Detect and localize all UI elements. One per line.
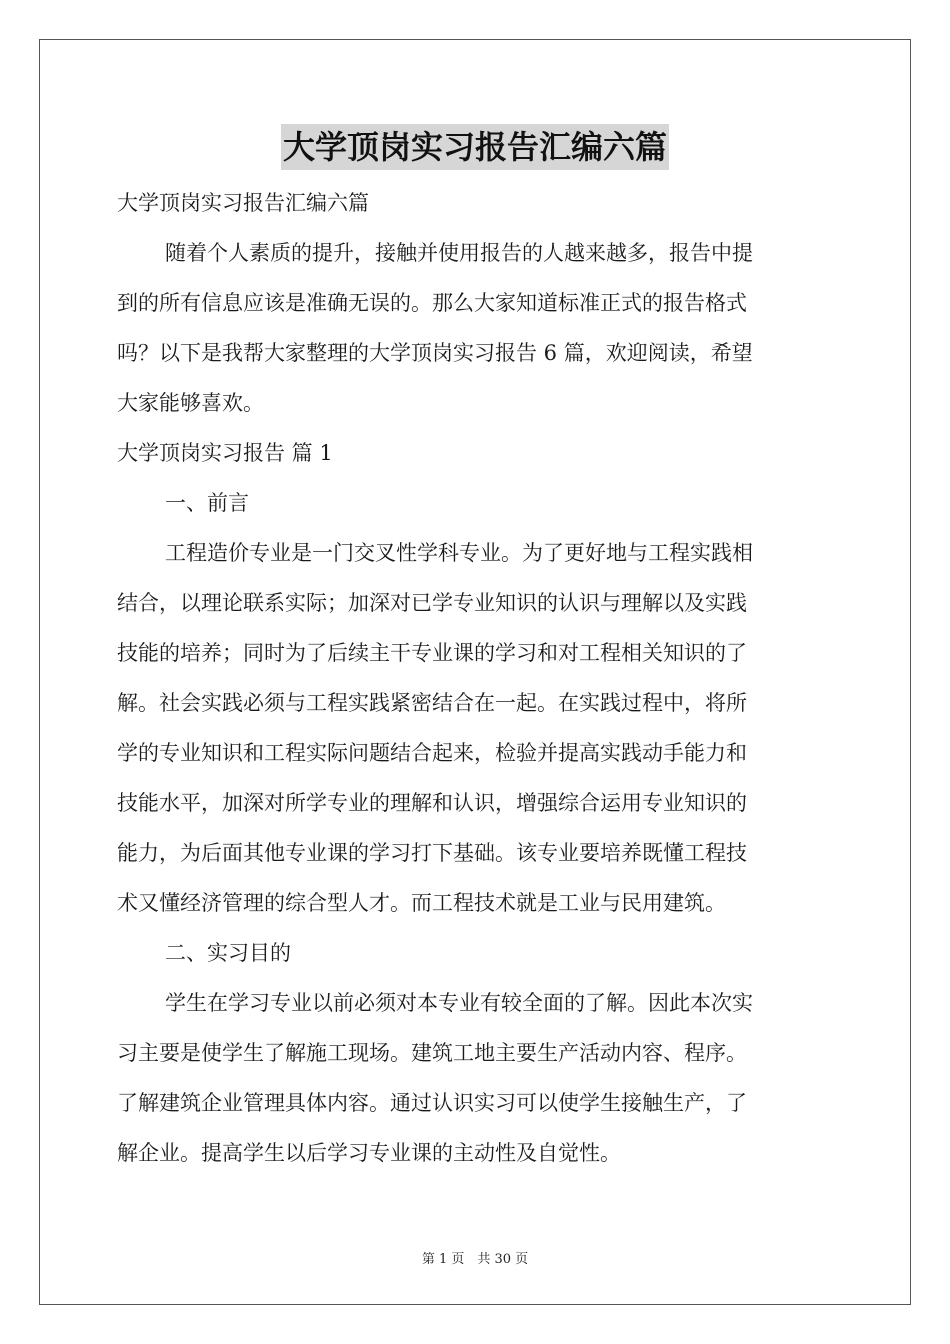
- text-line: 到的所有信息应该是准确无误的。那么大家知道标准正式的报告格式: [117, 291, 747, 315]
- text-line: 能力，为后面其他专业课的学习打下基础。该专业要培养既懂工程技: [117, 841, 747, 865]
- text-line: 解。社会实践必须与工程实践紧密结合在一起。在实践过程中，将所: [117, 691, 747, 715]
- document-body: [117, 178, 835, 1178]
- text-line: 二、实习目的: [165, 941, 291, 965]
- text-line: 工程造价专业是一门交叉性学科专业。为了更好地与工程实践相: [165, 541, 753, 565]
- text-line: 随着个人素质的提升，接触并使用报告的人越来越多，报告中提: [165, 241, 753, 265]
- text-line: 技能的培养；同时为了后续主干专业课的学习和对工程相关知识的了: [117, 641, 747, 665]
- text-line: 学的专业知识和工程实际问题结合起来，检验并提高实践动手能力和: [117, 741, 747, 765]
- document-title: 大学顶岗实习报告汇编六篇: [281, 124, 669, 170]
- text-line: 术又懂经济管理的综合型人才。而工程技术就是工业与民用建筑。: [117, 891, 726, 915]
- text-line: 大学顶岗实习报告汇编六篇: [117, 191, 369, 215]
- text-line: 解企业。提高学生以后学习专业课的主动性及自觉性。: [117, 1141, 621, 1165]
- text-line: 技能水平，加深对所学专业的理解和认识，增强综合运用专业知识的: [117, 791, 747, 815]
- text-line: 大学顶岗实习报告 篇 1: [117, 441, 333, 465]
- text-line: 学生在学习专业以前必须对本专业有较全面的了解。因此本次实: [165, 991, 753, 1015]
- text-line: 一、前言: [165, 491, 249, 515]
- text-line: 结合，以理论联系实际；加深对已学专业知识的认识与理解以及实践: [117, 591, 747, 615]
- title-container: [0, 124, 950, 170]
- text-line: 大家能够喜欢。: [117, 391, 264, 415]
- text-line: 了解建筑企业管理具体内容。通过认识实习可以使学生接触生产，了: [117, 1091, 747, 1115]
- text-line: 吗？以下是我帮大家整理的大学顶岗实习报告 6 篇，欢迎阅读，希望: [117, 341, 753, 365]
- page-footer: 第 1 页 共 30 页: [421, 1252, 529, 1267]
- text-line: 习主要是使学生了解施工现场。建筑工地主要生产活动内容、程序。: [117, 1041, 747, 1065]
